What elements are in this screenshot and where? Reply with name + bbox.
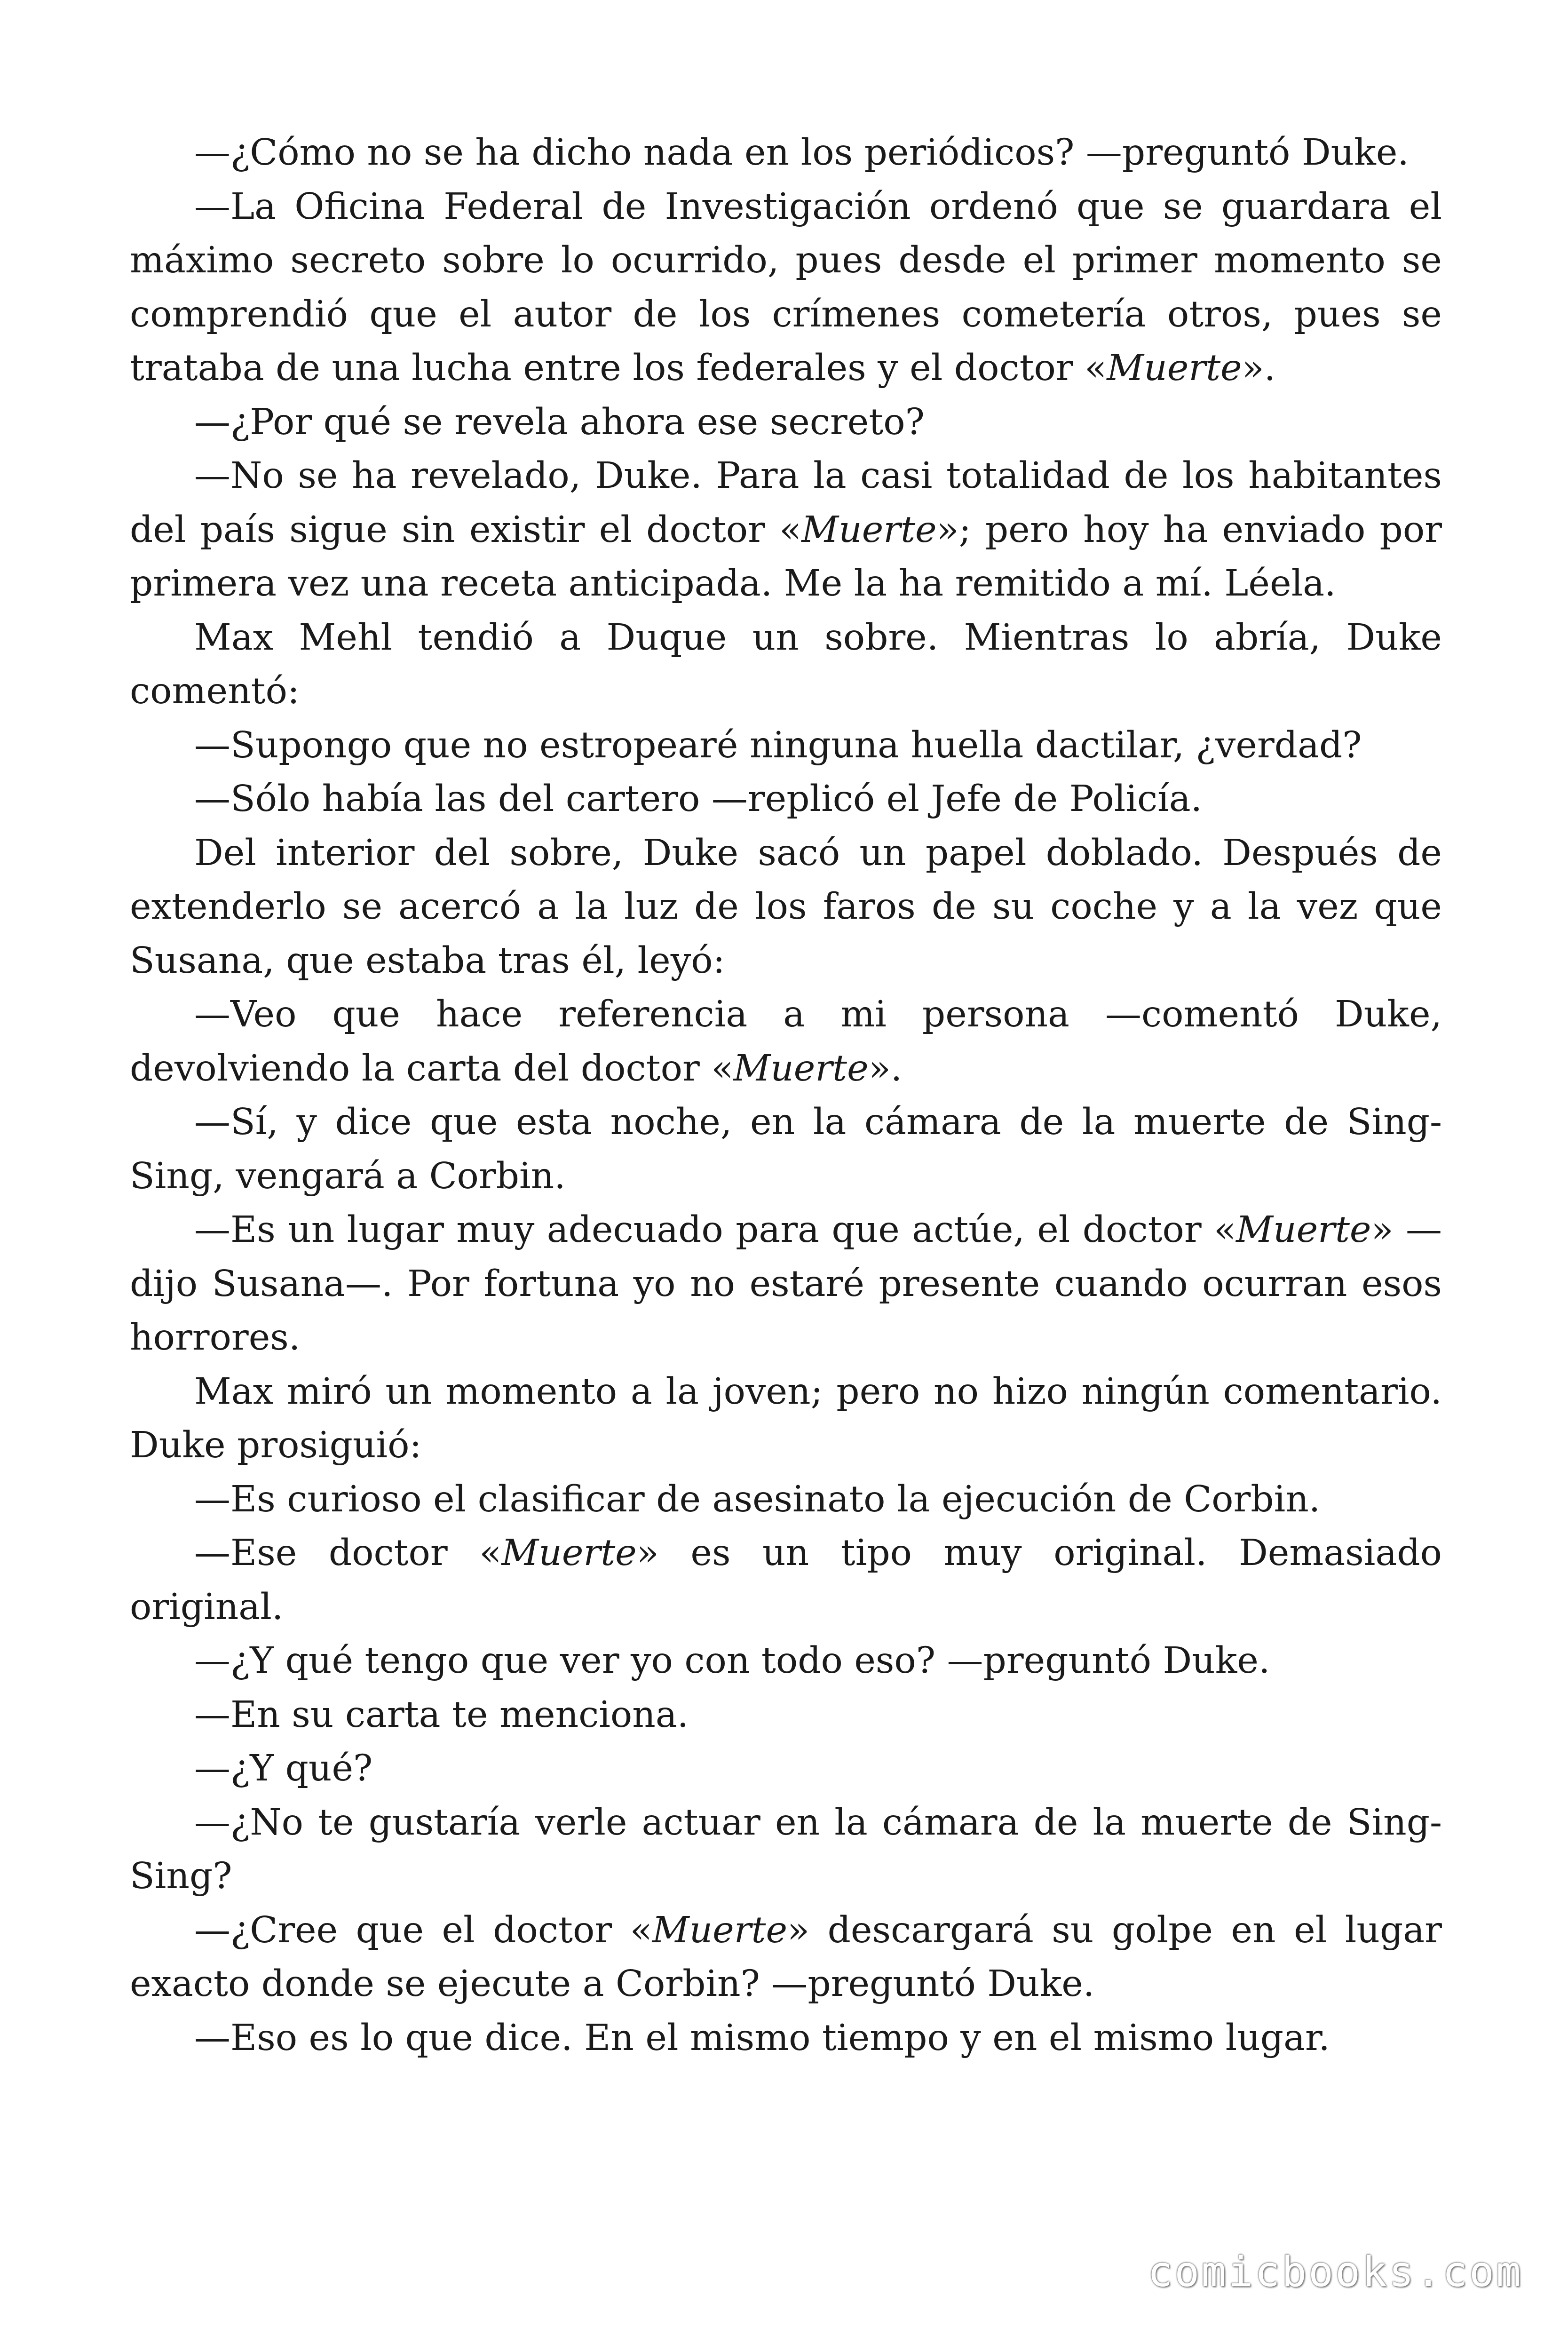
- paragraph: —La Oficina Federal de Investigación ordenó que se guardara el máximo secreto sobre lo ocurrido, pues desde el primer momento se comprendió que el autor de los crímenes cometería otros, pues se trataba de una lucha entre los federales y el doctor «Muerte».: [130, 185, 1442, 389]
- paragraph: —¿Cómo no se ha dicho nada en los periódicos? —preguntó Duke.: [194, 132, 1409, 174]
- paragraph: —Sólo había las del cartero —replicó el Jefe de Policía.: [194, 778, 1203, 820]
- paragraph: —¿Por qué se revela ahora ese secreto?: [194, 401, 925, 443]
- paragraph: —¿Y qué tengo que ver yo con todo eso? —preguntó Duke.: [194, 1640, 1270, 1682]
- paragraph: —¿Y qué?: [194, 1748, 373, 1789]
- paragraph: Max Mehl tendió a Duque un sobre. Mientras lo abría, Duke comentó:: [130, 616, 1442, 712]
- paragraph: —Sí, y dice que esta noche, en la cámara de la muerte de Sing-Sing, vengará a Corbin.: [130, 1101, 1442, 1197]
- paragraph: —Eso es lo que dice. En el mismo tiempo y en el mismo lugar.: [194, 2017, 1330, 2059]
- paragraph: —Es un lugar muy adecuado para que actúe, el doctor «Muerte» —dijo Susana—. Por fortuna yo no estaré presente cuando ocurran esos horrores.: [130, 1209, 1442, 1359]
- page-text: [130, 126, 1442, 2065]
- paragraph: —Es curioso el clasificar de asesinato la ejecución de Corbin.: [194, 1478, 1321, 1520]
- paragraph: —Veo que hace referencia a mi persona —comentó Duke, devolviendo la carta del doctor «Muerte».: [130, 993, 1442, 1089]
- paragraph: —En su carta te menciona.: [194, 1693, 689, 1736]
- paragraph: —Ese doctor «Muerte» es un tipo muy original. Demasiado original.: [130, 1532, 1442, 1628]
- paragraph: Max miró un momento a la joven; pero no hizo ningún comentario. Duke prosiguió:: [130, 1370, 1442, 1466]
- paragraph: —¿Cree que el doctor «Muerte» descargará su golpe en el lugar exacto donde se ejecute a Corbin? —preguntó Duke.: [130, 1909, 1442, 2005]
- watermark: comicbooks.com: [1148, 2248, 1523, 2296]
- paragraph: —¿No te gustaría verle actuar en la cámara de la muerte de Sing-Sing?: [130, 1801, 1442, 1897]
- paragraph: —No se ha revelado, Duke. Para la casi totalidad de los habitantes del país sigue sin existir el doctor «Muerte»; pero hoy ha enviado por primera vez una receta anticipada. Me la ha remitido a mí. Léela.: [130, 455, 1442, 604]
- paragraph: —Supongo que no estropearé ninguna huella dactilar, ¿verdad?: [194, 724, 1362, 766]
- paragraph: Del interior del sobre, Duke sacó un papel doblado. Después de extenderlo se acercó a la luz de los faros de su coche y a la vez que Susana, que estaba tras él, leyó:: [130, 832, 1442, 982]
